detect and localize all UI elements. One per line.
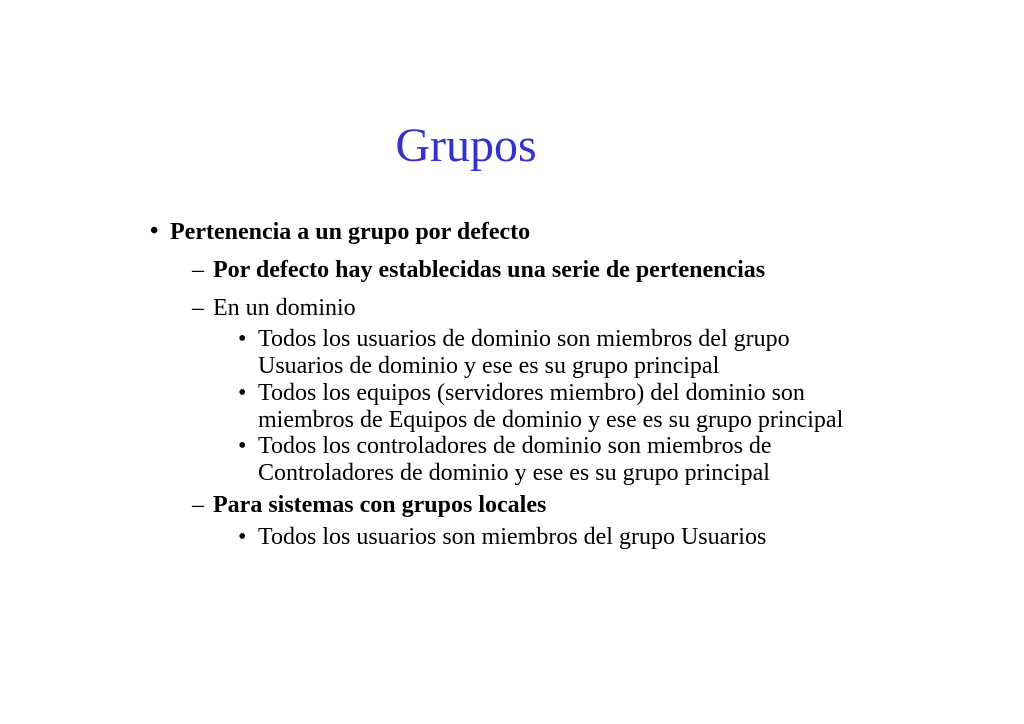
domain-users-line-2: Usuarios de dominio y ese es su grupo principal [258,353,720,379]
dash-marker: – [192,295,204,321]
slide-title: Grupos [395,119,537,172]
sub-bullet-marker: • [238,524,247,550]
domain-computers-line-1: Todos los equipos (servidores miembro) del dominio son [258,380,805,406]
sub-bullet-marker: • [238,326,247,352]
sub-item-domain: En un dominio [213,295,356,321]
domain-computers-line-2: miembros de Equipos de dominio y ese es su grupo principal [258,407,844,433]
sub-item-default-memberships: Por defecto hay establecidas una serie de pertenencias [213,257,766,283]
sub-item-local-groups: Para sistemas con grupos locales [213,492,547,518]
local-users-line: Todos los usuarios son miembros del grupo Usuarios [258,524,767,550]
dash-marker: – [192,257,204,283]
domain-controllers-line-1: Todos los controladores de dominio son miembros de [258,433,772,459]
sub-bullet-marker: • [238,380,247,406]
domain-users-line-1: Todos los usuarios de dominio son miembros del grupo [258,326,790,352]
main-bullet-text: Pertenencia a un grupo por defecto [170,219,531,245]
bullet-marker: • [150,218,159,244]
sub-bullet-marker: • [238,433,247,459]
dash-marker: – [192,492,204,518]
domain-controllers-line-2: Controladores de dominio y ese es su grupo principal [258,460,770,486]
